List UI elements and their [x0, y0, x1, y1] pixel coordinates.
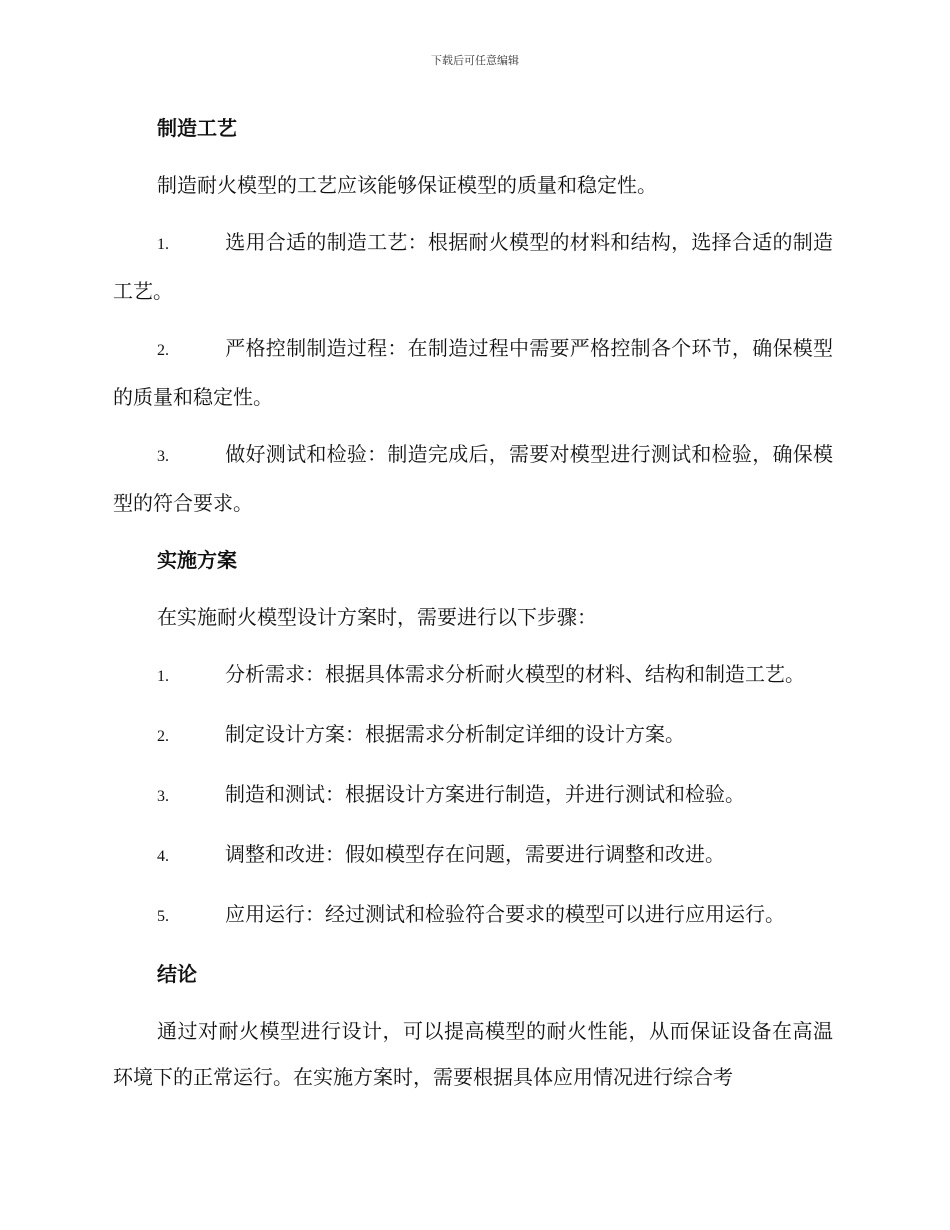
- item-number: 2.: [157, 342, 169, 359]
- section-heading-manufacturing: 制造工艺: [157, 116, 237, 140]
- page-header: 下载后可任意编辑: [431, 54, 519, 67]
- item-number: 2.: [157, 728, 169, 745]
- item-text: 选用合适的制造工艺：根据耐火模型的材料和结构，选择合适的制造工艺。: [113, 230, 833, 303]
- item-text: 制定设计方案：根据需求分析制定详细的设计方案。: [225, 722, 685, 746]
- implementation-item: [113, 711, 833, 760]
- item-number: 3.: [157, 788, 169, 805]
- implementation-item: [113, 891, 833, 940]
- implementation-item: [113, 831, 833, 880]
- manufacturing-item: [113, 219, 833, 314]
- document-body: [113, 105, 833, 1111]
- implementation-item: [113, 651, 833, 700]
- item-number: 4.: [157, 848, 169, 865]
- item-text: 应用运行：经过测试和检验符合要求的模型可以进行应用运行。: [225, 902, 785, 926]
- item-number: 3.: [157, 448, 169, 465]
- item-number: 1.: [157, 668, 169, 685]
- section-heading-conclusion: 结论: [157, 962, 197, 986]
- manufacturing-item: [113, 431, 833, 526]
- implementation-intro: 在实施耐火模型设计方案时，需要进行以下步骤：: [157, 605, 597, 629]
- conclusion-text: 通过对耐火模型进行设计，可以提高模型的耐火性能，从而保证设备在高温环境下的正常运行。在实施方案时，需要根据具体应用情况进行综合考: [113, 1019, 833, 1089]
- section-heading-implementation: 实施方案: [157, 548, 237, 572]
- item-text: 调整和改进：假如模型存在问题，需要进行调整和改进。: [225, 842, 725, 866]
- manufacturing-intro: 制造耐火模型的工艺应该能够保证模型的质量和稳定性。: [157, 173, 657, 197]
- item-number: 5.: [157, 908, 169, 925]
- item-text: 严格控制制造过程：在制造过程中需要严格控制各个环节，确保模型的质量和稳定性。: [113, 336, 833, 409]
- implementation-item: [113, 771, 833, 820]
- item-text: 制造和测试：根据设计方案进行制造，并进行测试和检验。: [225, 782, 745, 806]
- item-text: 做好测试和检验：制造完成后，需要对模型进行测试和检验，确保模型的符合要求。: [113, 442, 833, 515]
- item-number: 1.: [157, 236, 169, 253]
- item-text: 分析需求：根据具体需求分析耐火模型的材料、结构和制造工艺。: [225, 662, 805, 686]
- manufacturing-item: [113, 325, 833, 420]
